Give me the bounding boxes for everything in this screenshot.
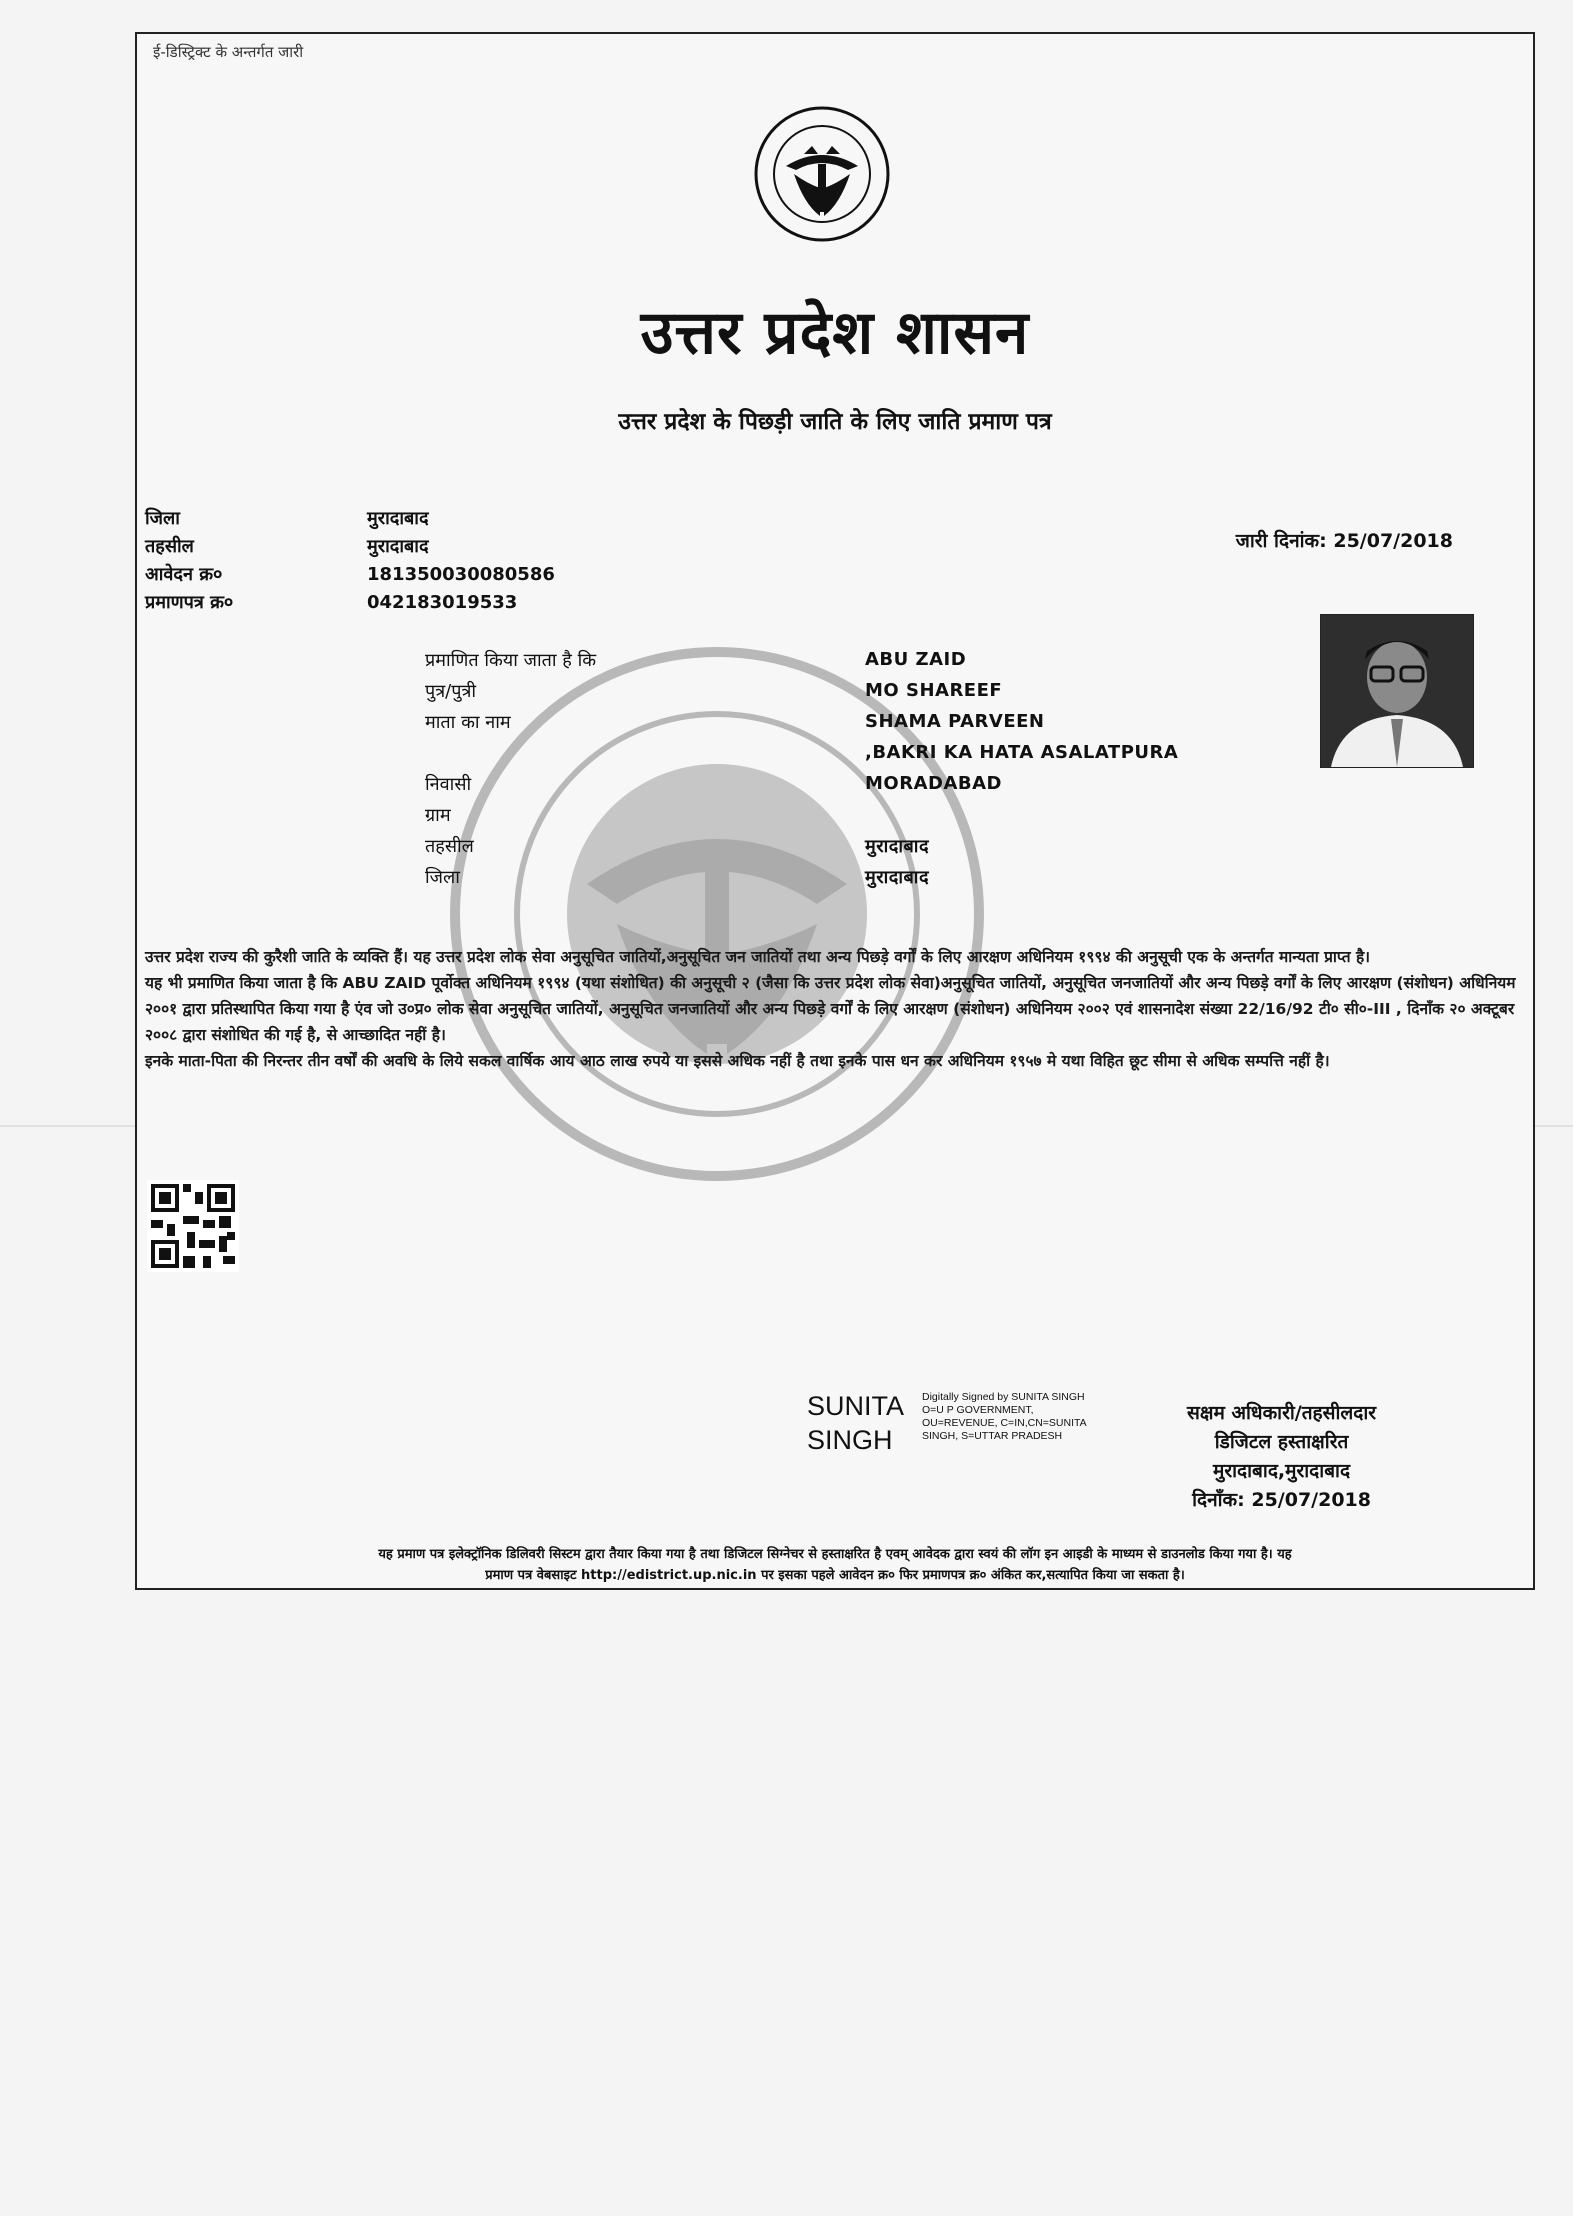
signer-name-line-2: SINGH (807, 1425, 893, 1455)
father-name: MO SHAREEF (865, 680, 1003, 701)
certified-label: प्रमाणित किया जाता है कि (425, 649, 597, 671)
mother-row (425, 706, 1178, 737)
application-value: 181350030080586 (367, 563, 555, 585)
district-label: जिला (145, 508, 180, 529)
applicant-details (425, 644, 1178, 892)
details-district-label: जिला (425, 866, 460, 888)
certificate-body (145, 944, 1530, 1074)
resident-row (425, 737, 1178, 768)
edistrict-tag: ई-डिस्ट्रिक्ट के अन्तर्गत जारी (153, 43, 304, 61)
village-row (425, 799, 1178, 830)
footer-line-1: यह प्रमाण पत्र इलेक्ट्रॉनिक डिलिवरी सिस्टम द्वारा तैयार किया गया है तथा डिजिटल सिग्नेचर से हस्ताक्षरित है एवम् आवेदक द्वारा स्वयं की लॉग इन आइडी के माध्यम से डाउनलोड किया गया है। यह (378, 1547, 1292, 1562)
certificate-value: 042183019533 (367, 591, 518, 613)
footer-line-2: प्रमाण पत्र वेबसाइट http://edistrict.up.nic.in पर इसका पहले आवेदन क्र० फिर प्रमाणपत्र क्र० अंकित कर,सत्यापित किया जा सकता है। (485, 1568, 1185, 1583)
certificate-row (145, 588, 555, 616)
address-line-1: ,BAKRI KA HATA ASALATPURA (865, 742, 1179, 763)
up-emblem-icon (752, 104, 892, 244)
child-of-row (425, 675, 1178, 706)
application-label: आवेदन क्र० (145, 564, 223, 585)
issuing-officer (1187, 1399, 1376, 1515)
applicant-name: ABU ZAID (865, 649, 967, 670)
details-tehsil-row (425, 830, 1178, 861)
tehsil-value: मुरादाबाद (367, 536, 429, 557)
main-title: उत्तर प्रदेश शासन (640, 298, 1030, 368)
certificate-label: प्रमाणपत्र क्र० (145, 592, 234, 613)
address-line-2: MORADABAD (865, 773, 1002, 794)
issue-date-label: जारी दिनांक: (1235, 530, 1327, 552)
village-label: ग्राम (425, 804, 451, 826)
district-row (145, 504, 555, 532)
record-block (145, 504, 555, 616)
details-district-value: मुरादाबाद (865, 866, 930, 888)
verification-footer (137, 1544, 1533, 1586)
signer-name-line-1: SUNITA (807, 1391, 905, 1421)
details-tehsil-value: मुरादाबाद (865, 835, 930, 857)
district-value: मुरादाबाद (367, 508, 429, 529)
digital-signature (807, 1389, 1087, 1457)
officer-date: दिनाँक: 25/07/2018 (1192, 1489, 1371, 1511)
resident-label: निवासी (425, 773, 472, 795)
body-paragraph-income: इनके माता-पिता की निरन्तर तीन वर्षों की अवधि के लिये सकल वार्षिक आय आठ लाख रुपये या इससे अधिक नहीं है तथा इनके पास धन कर अधिनियम १९५७ मे यथा विहित छूट सीमा से अधिक सम्पत्ति नहीं है। (145, 1052, 1330, 1070)
body-paragraph-caste: उत्तर प्रदेश राज्य की कुरैशी जाति के व्यक्ति हैं। यह उत्तर प्रदेश लोक सेवा अनुसूचित जातियों,अनुसूचित जन जातियों तथा अन्य पिछड़े वर्गों के लिए आरक्षण अधिनियम १९९४ की अनुसूची एक के अन्तर्गत मान्यता प्राप्त है। (145, 948, 1371, 966)
officer-digital-signed: डिजिटल हस्ताक्षरित (1214, 1431, 1349, 1453)
tehsil-row (145, 532, 555, 560)
qr-code-icon (147, 1180, 239, 1272)
certificate (135, 32, 1535, 1590)
mother-name: SHAMA PARVEEN (865, 711, 1045, 732)
mother-label: माता का नाम (425, 711, 511, 733)
person-photo-icon (1321, 615, 1473, 767)
subtitle: उत्तर प्रदेश के पिछड़ी जाति के लिए जाति प्रमाण पत्र (618, 409, 1052, 435)
certified-row (425, 644, 1178, 675)
body-paragraph-act: यह भी प्रमाणित किया जाता है कि ABU ZAID पूर्वोक्त अधिनियम १९९४ (यथा संशोधित) की अनुसूची २ (जैसा कि उत्तर प्रदेश लोक सेवा)अनुसूचित जातियों, अनुसूचित जनजातियों और अन्य पिछड़े वर्गों के लिए आरक्षण (संशोधन) अधिनियम २००१ द्वारा प्रतिस्थापित किया गया है एंव जो उ०प्र० लोक सेवा अनुसूचित जातियों, अनुसूचित जनजातियों और अन्य पिछड़े वर्गों के लिए आरक्षण (संशोधन) अधिनियम २००२ एवं शासनादेश संख्या 22/16/92 टी० सी०-III , दिनाँक २० अक्टूबर २००८ द्वारा संशोधित की गई है, से आच्छादित नहीं है। (145, 974, 1516, 1044)
officer-location: मुरादाबाद,मुरादाबाद (1212, 1460, 1351, 1482)
officer-designation: सक्षम अधिकारी/तहसीलदार (1187, 1402, 1377, 1424)
signature-metadata: Digitally Signed by SUNITA SINGH O=U P GOVERNMENT, OU=REVENUE, C=IN,CN=SUNITA SINGH, S=UTTAR PRADESH (922, 1391, 1087, 1442)
applicant-photo (1320, 614, 1474, 768)
application-row (145, 560, 555, 588)
child-of-label: पुत्र/पुत्री (425, 680, 477, 702)
details-tehsil-label: तहसील (425, 835, 474, 857)
issue-date (1236, 527, 1453, 553)
details-district-row (425, 861, 1178, 892)
issue-date-value: 25/07/2018 (1333, 530, 1453, 552)
tehsil-label: तहसील (145, 536, 194, 557)
resident-row-2 (425, 768, 1178, 799)
